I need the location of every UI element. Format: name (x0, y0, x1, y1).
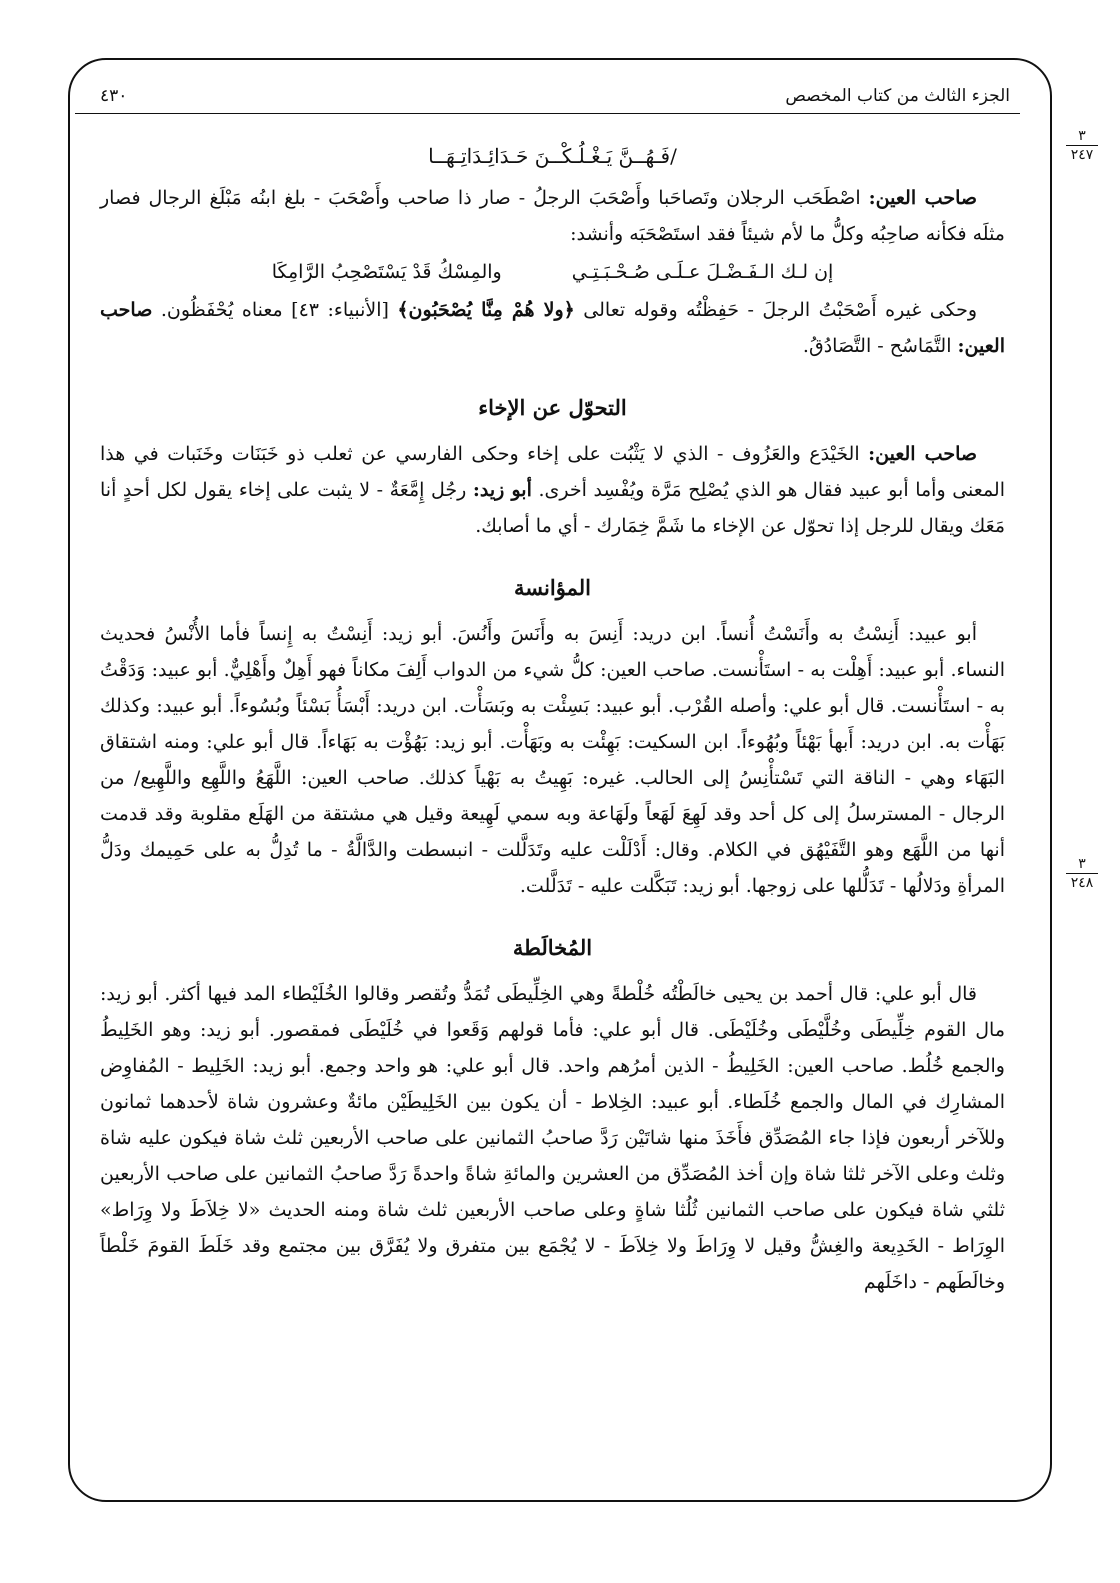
margin-note-247: ٣ ٢٤٧ (1062, 128, 1102, 163)
paragraph: أبو عبيد: أَنِسْتُ به وأَنَسْتُ أُنساً. ابن دريد: أَنِسَ به وأَنَسَ وأَنُسَ. أبو زيد: أَنِسْتُ به إِنساً فأما الأُنْسُ فحديث النساء. أبو عبيد: أَهِلْت به - استَأْنست. صاحب العين: كلُّ شيء من الدواب أَلِفَ مكاناً فهو أَهِلٌ وأَهْلِيٌّ. أبو عبيد: وَدَقْتُ به - استَأْنست. قال أبو علي: وأصله القُرْب. أبو عبيد: بَسِئْت به وبَسَأْت. ابن دريد: أَبْسَأُ بَسْئاً وبُسُوءاً. أبو عبيد: وكذلك بَهَأْت به. ابن دريد: أَبهأ بَهْئاً وبُهُوءاً. ابن السكيت: بَهِئْت به وبَهَأْت. أبو زيد: بَهُؤْت به بَهَاءاً. قال أبو علي: ومنه اشتقاق البَهَاء وهي - الناقة التي تَسْتأْنِسُ إلى الحالب. غيره: بَهِيتُ به بَهْياً كذلك. صاحب العين: اللَّهَعُ واللَّهِع واللَّهِيع/ من الرجال - المسترسلُ إلى كل أحد وقد لَهِعَ لَهَعاً ولَهَاعة وبه سمي لَهِيعة وقيل هي مشتقة من الهَلَع مقلوبة وقد قدمت أنها من اللَّهَع وهو التَّفَيْهُق في الكلام. وقال: أَدْلَلْت عليه وتَدَلَّلت - انبسطت والدَّالَّةُ - ما تُدِلُّ به على حَمِيمك ودَلُّ المرأةِ ودَلالُها - تَدَلُّلها على زوجها. أبو زيد: تَبَكَّلت عليه - تَدَلَّلت. (100, 623, 1006, 897)
header-rule (75, 113, 1020, 114)
verse-line: /فَـهُــنَّ يَـغْـلُـكْــنَ حَـدَائِـدَاتِـهَــا (428, 144, 677, 168)
page-header (100, 82, 1010, 112)
hemistich-second: والمِسْكُ قَدْ يَسْتَصْحِبُ الرَّامِكَا (271, 261, 502, 283)
page-number: ٤٣٠ (100, 86, 128, 106)
paragraph: صاحب العين: اصْطَحَب الرجلان وتَصاحَبا وأَصْحَبَ الرجلُ - صار ذا صاحب وأَصْحَبَ - بلغ ابنُه مَبْلَغ الرجال فصار مثلَه فكأنه صاحِبُه وكلُّ ما لأم شيئاً فقد استَصْحَبَه وأنشد: (100, 187, 1005, 245)
hemistich-first: إن لـك الـفَـضْـلَ عـلَـى صُـحْـبَـتِـي (571, 261, 834, 283)
running-title: الجزء الثالث من كتاب المخصص (785, 86, 1010, 106)
paragraph: قال أبو علي: قال أحمد بن يحيى خالَطْتُه خُلْطةً وهي الخِلِّيطَى تُمَدُّ وتُقصر وقالوا الخُلَيْطاء المد فيها أكثر. أبو زيد: مال القوم خِلِّيطَى وخُلَّيْطَى وخُلَيْطَى. قال أبو علي: فأما قولهم وَقَعوا في خُلَيْطَى فمقصور. أبو زيد: وهو الخَلِيطُ والجمع خُلُط. صاحب العين: الخَلِيطُ - الذين أمرُهم واحد. قال أبو علي: هو واحد وجمع. أبو زيد: الخَلِيط - المُفاوِض المشارِك في المال والجمع خُلَطاء. أبو عبيد: الخِلاط - أن يكون بين الخَلِيطَيْن مائةٌ وعشرون شاة لأحدهما ثمانون وللآخر أربعون فإذا جاء المُصَدِّق فأَخَذَ منها شاتَيْن رَدَّ صاحبُ الثمانين على صاحب الأربعين ثلث شاة فيكون عليه شاة وثلث وعلى الآخر ثلثا شاة وإن أخذ المُصَدِّق من العشرين والمائةِ شاةً واحدةً رَدَّ صاحبُ الثمانين على صاحب الأربعين ثلثي شاة فيكون على صاحب الثمانين ثُلُثا شاةٍ وعلى صاحب الأربعين ثلث شاة ومنه الحديث «لا خِلاَطَ ولا وِرَاط» الوِرَاط - الخَدِيعة والغِشُّ وقيل لا وِرَاطَ ولا خِلاَطَ - لا يُجْمَع بين متفرق ولا يُفَرَّق بين مجتمع وقد خَلَطَ القومَ خَلْطاً وخالَطَهم - داخَلَهم (100, 983, 1005, 1293)
quran-quote: ﴿ولا هُمْ مِنَّا يُصْحَبُون﴾ (397, 299, 575, 321)
section-title: المؤانسة (514, 575, 591, 600)
paragraph: صاحب العين: الخَيْدَع والعَزُوف - الذي لا يَثْبُت على إخاء وحكى الفارسي عن ثعلب ذو خَبَنَات وخَنَبات في هذا المعنى وأما أبو عبيد فقال هو الذي يُصْلِح مَرَّة ويُفْسِد أخرى. أبو زيد: رجُل إِمَّعَةٌ - لا يثبت على إخاء يقول لكل أحدٍ أنا مَعَك ويقال للرجل إذا تحوّل عن الإخاء ما شَمَّ خِمَارك - أي ما أصابك. (100, 443, 1005, 537)
section-title: التحوّل عن الإخاء (478, 395, 627, 420)
paragraph: وحكى غيره أَصْحَبْتُ الرجلَ - حَفِظْتُه وقوله تعالى ﴿ولا هُمْ مِنَّا يُصْحَبُون﴾ [الأنبياء: ٤٣] معناه يُحْفَظُون. صاحب العين: التَّمَاسُح - التَّصَادُقُ. (100, 299, 1005, 357)
verse-couplet (100, 254, 1005, 290)
page-body (100, 130, 1005, 1300)
margin-note-248: ٣ ٢٤٨ (1062, 856, 1102, 891)
section-title: المُخالَطة (512, 935, 593, 960)
